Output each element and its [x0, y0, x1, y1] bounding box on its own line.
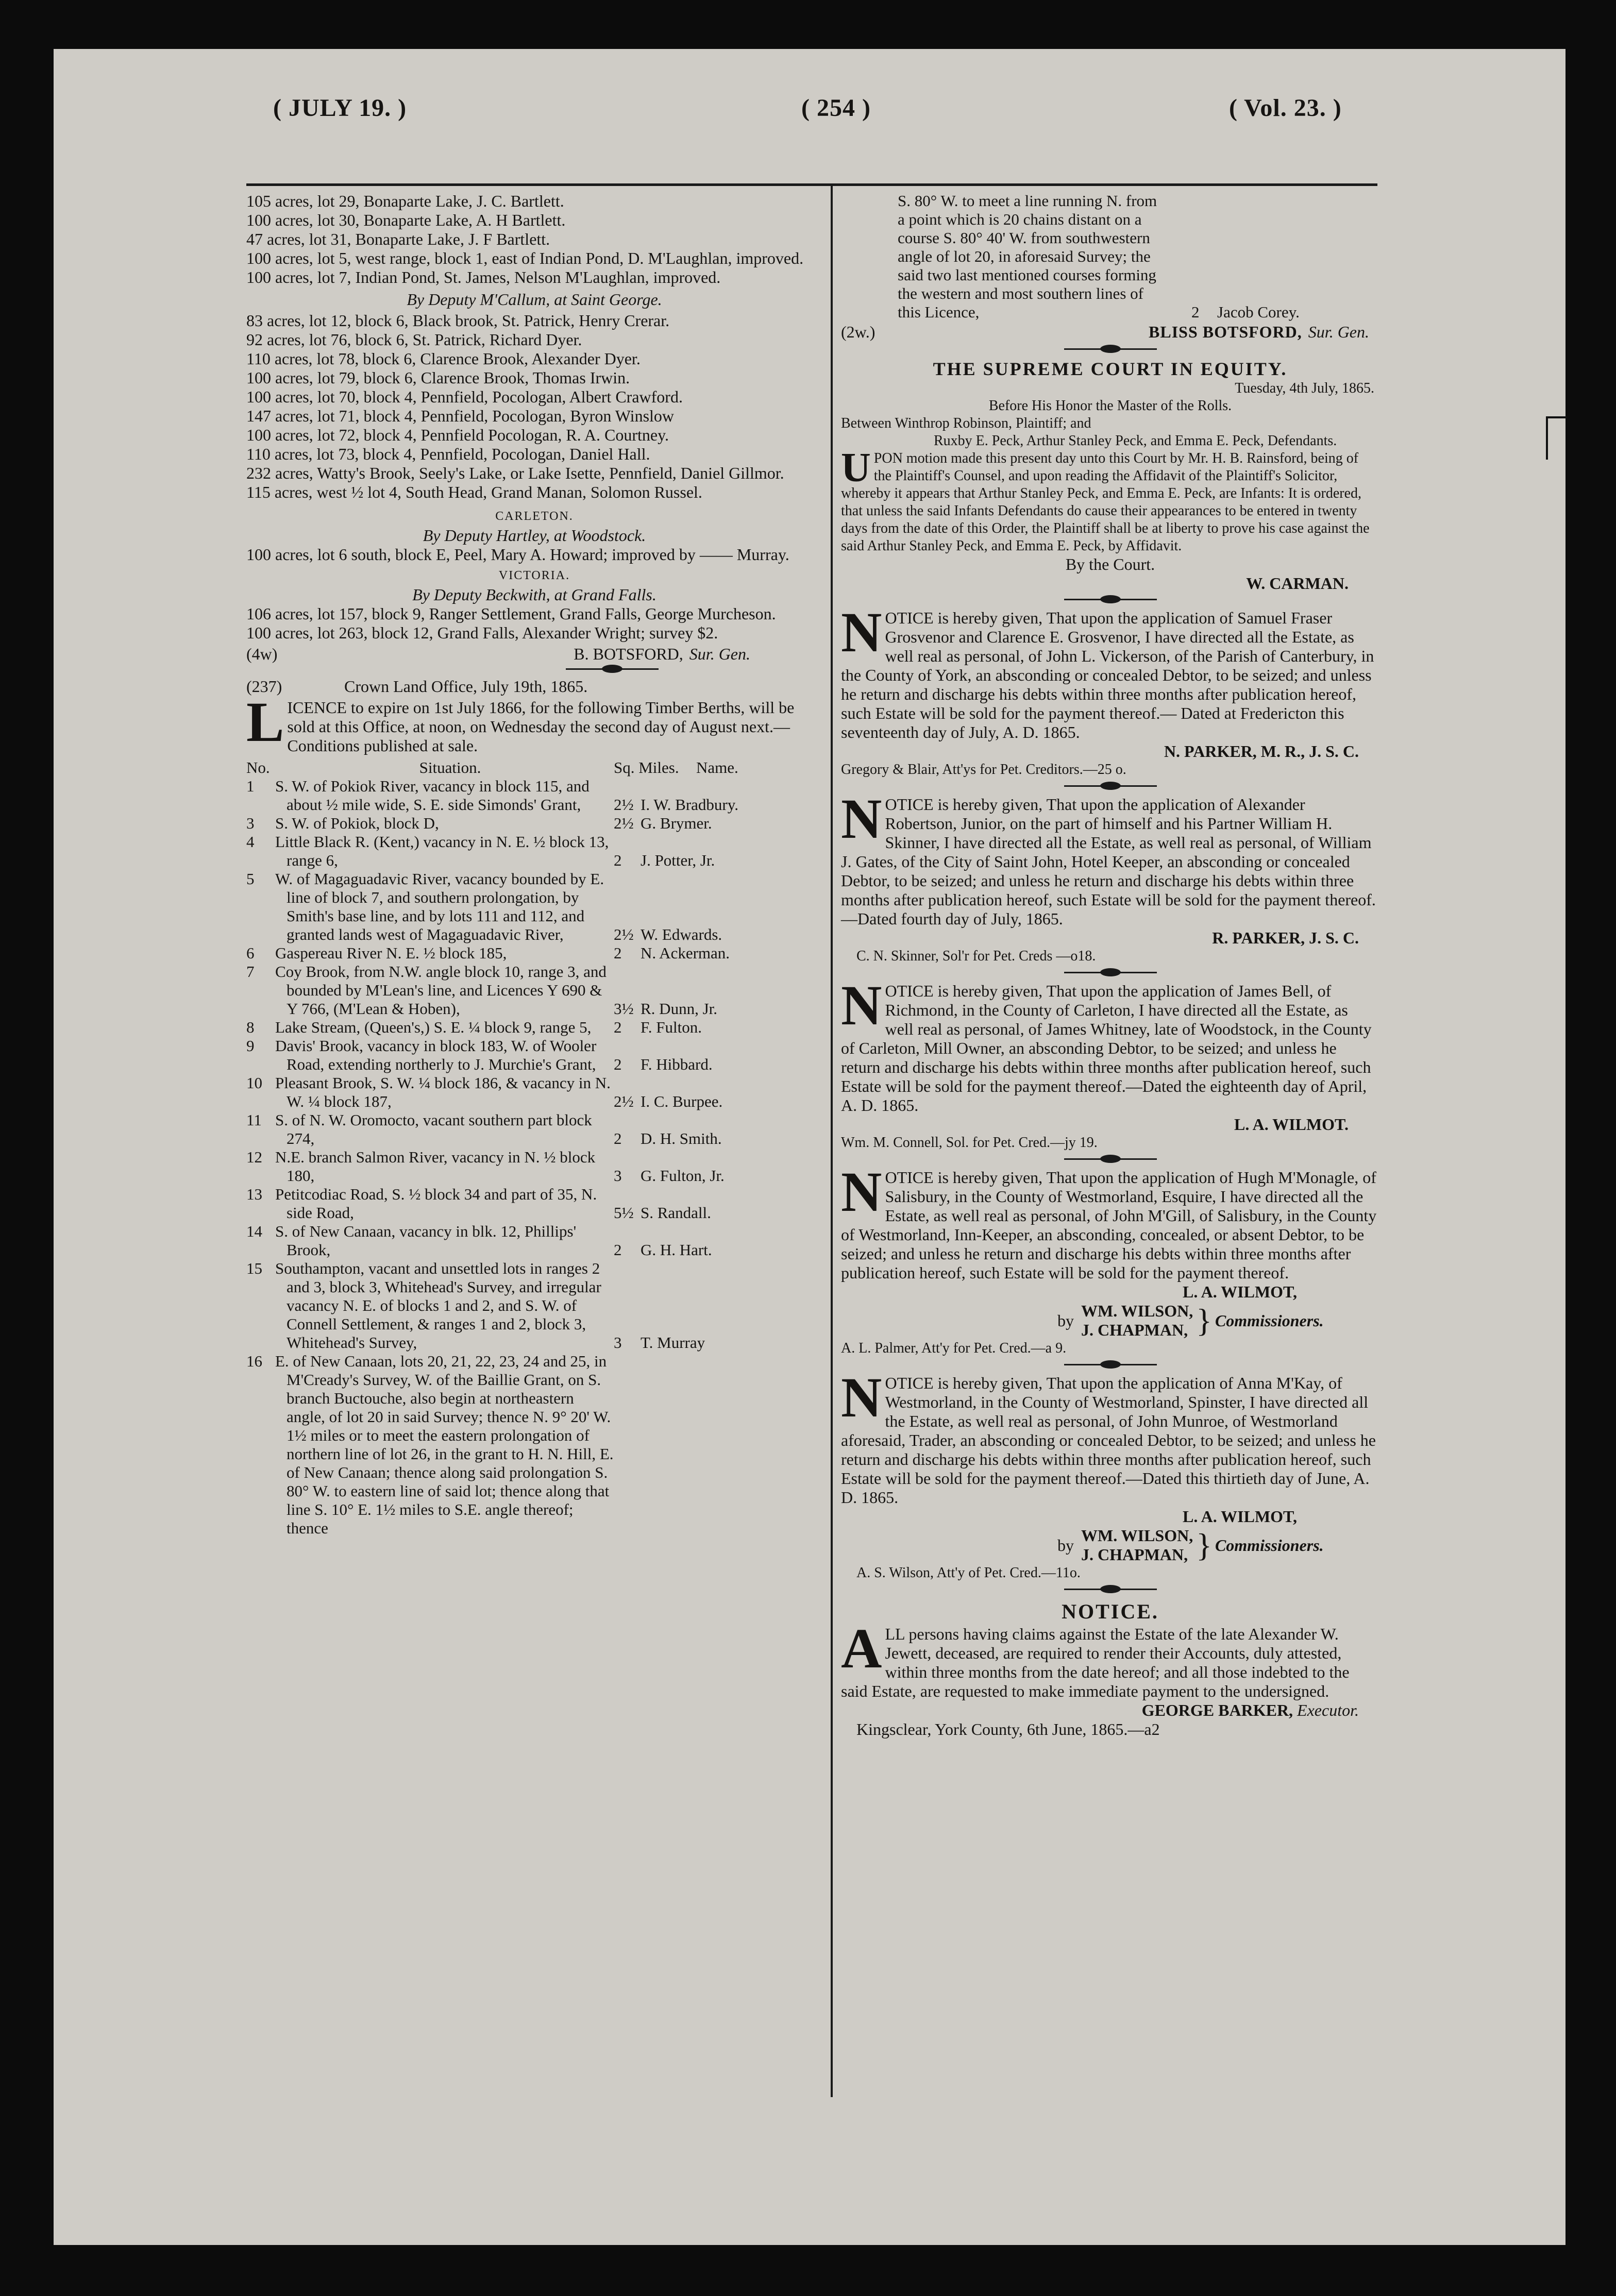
list-item: 115 acres, west ½ lot 4, South Head, Grand Manan, Solomon Russel.: [246, 483, 702, 501]
list-item: 100 acres, lot 7, Indian Pond, St. James, Nelson M'Laughlan, improved.: [246, 268, 721, 286]
attorney-line: A. L. Palmer, Att'y for Pet. Cred.—a 9.: [841, 1340, 1067, 1356]
notice-number: (237): [246, 677, 282, 696]
berth-sq-miles: 2: [614, 1129, 622, 1147]
drop-cap: L: [246, 690, 284, 753]
berth-name: F. Fulton.: [641, 1018, 702, 1036]
table-row: [246, 944, 822, 963]
berth-number: 14: [246, 1222, 262, 1240]
drop-cap: A: [841, 1617, 882, 1680]
ornament-rule: [468, 664, 756, 674]
berth-sq-miles: 5½: [614, 1204, 634, 1222]
table-row: [246, 777, 822, 814]
table-row: [246, 1148, 822, 1185]
list-item: 100 acres, lot 263, block 12, Grand Falls, Alexander Wright; survey $2.: [246, 623, 718, 642]
berth-name: N. Ackerman.: [641, 944, 730, 962]
table-row: [246, 870, 822, 944]
notice-body: OTICE is hereby given, That upon the application of Anna M'Kay, of Westmorland, in the County of Westmorland, Spinster, I have directed all the Estate, as well real as personal, of John Munroe, of Westmorland aforesaid, Trader, an absconding or concealed Debtor, to be seized; and unless he return and discharge his debts within three months after publication hereof, such Estate will be sold for the payment thereof.—Dated this thirtieth day of June, A. D. 1865.: [841, 1374, 1376, 1507]
berth-name: W. Edwards.: [641, 925, 722, 943]
signature-title: Sur. Gen.: [1308, 323, 1369, 341]
berth-name: S. Randall.: [641, 1204, 711, 1222]
commissioner-names: [1081, 1302, 1193, 1340]
section-heading: THE SUPREME COURT IN EQUITY.: [933, 359, 1288, 379]
berth-number: 8: [246, 1018, 255, 1036]
berth-number: 10: [246, 1074, 262, 1092]
berth-sq-miles: 2: [614, 944, 622, 962]
table-row: [246, 1037, 822, 1074]
margin-mark: [1546, 416, 1567, 460]
berth-sq-miles: 2½: [614, 1092, 634, 1110]
attorney-line: Wm. M. Connell, Sol. for Pet. Cred.—jy 19.: [841, 1135, 1098, 1151]
notice-body: OTICE is hereby given, That upon the application of Samuel Fraser Grosvenor and Clarence E. Grosvenor, I have directed all the Estate, as well real as personal, of John L. Vickerson, of the Parish of Canterbury, in the County of York, an absconding or concealed Debtor, to be seized; and unless he return and discharge his debts within three months after publication hereof, such Estate will be sold for the payment thereof.— Dated at Fredericton this seventeenth day of July, A. D. 1865.: [841, 609, 1374, 741]
commissioners-block: [841, 1526, 1379, 1564]
signature-line: [841, 323, 1379, 342]
berth-situation: Petitcodiac Road, S. ½ block 34 and part of 35, N. side Road,: [275, 1185, 597, 1222]
berth-number: 15: [246, 1259, 262, 1277]
equity-order: [841, 445, 1379, 555]
berth-number: 1: [246, 777, 255, 795]
berth-situation: Davis' Brook, vacancy in block 183, W. of Wooler Road, extending northerly to J. Murchie's Grant,: [275, 1037, 597, 1073]
list-item: 110 acres, lot 78, block 6, Clarence Brook, Alexander Dyer.: [246, 349, 641, 368]
table-row: [246, 1185, 822, 1222]
berth-number: 4: [246, 833, 255, 851]
berth-sq-miles: [614, 1352, 641, 1538]
berth-situation: W. of Magaguadavic River, vacancy bounded by E. line of block 7, and southern prolongation, by Smith's base line, and by lots 111 and 112, and granted lands west of Magaguadavic River,: [275, 870, 604, 943]
berth-situation: Little Black R. (Kent,) vacancy in N. E. ½ block 13, range 6,: [275, 833, 609, 869]
berth-number: 5: [246, 870, 255, 888]
column-header: Name.: [696, 758, 738, 776]
by-label: by: [1057, 1535, 1074, 1555]
header-rule: [246, 183, 1377, 186]
list-item: 100 acres, lot 70, block 4, Pennfield, Pocologan, Albert Crawford.: [246, 387, 683, 406]
berth-name: T. Murray: [641, 1333, 705, 1352]
berth-situation: S. of New Canaan, vacancy in blk. 12, Phillips' Brook,: [275, 1222, 577, 1259]
insertion-count: (4w): [246, 645, 278, 663]
notice-body: PON motion made this present day unto this Court by Mr. H. B. Rainsford, being of the Plaintiff's Counsel, and upon reading the Affidavit of the Plaintiff's Solicitor, whereby it appears that Arthur Stanley Peck, and Emma E. Peck, are Infants: It is ordered, that unless the said Infants Defendants do cause their appearances to be entered in twenty days from the date of this Order, the Plaintiff shall be at liberty to prove his case against the said Arthur Stanley Peck, and Emma E. Peck, by Affidavit.: [841, 450, 1370, 554]
berth-table: [246, 777, 822, 1538]
ornament-rule: [841, 594, 1379, 604]
list-item: 100 acres, lot 5, west range, block 1, east of Indian Pond, D. M'Laughlan, improved.: [246, 249, 804, 267]
berth-situation: E. of New Canaan, lots 20, 21, 22, 23, 24 and 25, in M'Cready's Survey, W. of the Baillie Grant, on S. branch Buctouche, also begin at northeastern angle, of lot 20 in said Survey; thence N. 9° 20' W. 1½ miles or to meet the eastern prolongation of northern line of lot 26, in the grant to H. N. Hill, E. of New Canaan; thence along said prolongation S. 80° W. to eastern line of said lot; thence along that line S. 10° E. 1½ miles to S.E. angle thereof; thence: [275, 1352, 614, 1537]
berth-name: I. C. Burpee.: [641, 1092, 723, 1110]
berth-number: 6: [246, 944, 255, 962]
signature-line: [246, 645, 822, 664]
equity-before: Before His Honor the Master of the Rolls.: [988, 398, 1232, 414]
commissioners-label: Commissioners.: [1215, 1311, 1324, 1330]
berth-situation: S. of N. W. Oromocto, vacant southern part block 274,: [275, 1111, 592, 1147]
attorney-line: A. S. Wilson, Att'y of Pet. Cred.—11o.: [856, 1565, 1081, 1581]
commissioners-label: Commissioners.: [1215, 1535, 1324, 1555]
berth-sq-miles: 2½: [614, 814, 634, 832]
signature-line: [841, 1701, 1359, 1720]
berth-situation: Coy Brook, from N.W. angle block 10, range 3, and bounded by M'Lean's line, and Licences Y 690 & Y 766, (M'Lean & Hoben),: [275, 963, 607, 1018]
drop-cap: U: [841, 445, 871, 491]
equity-parties: Between Winthrop Robinson, Plaintiff; and: [841, 415, 1091, 431]
notice-body: ICENCE to expire on 1st July 1866, for the following Timber Berths, will be sold at this Office, at noon, on Wednesday the second day of August next.—Conditions published at sale.: [287, 698, 795, 755]
notice-body: OTICE is hereby given, That upon the application of James Bell, of Richmond, in the County of Carleton, I have directed all the Estate, as well real as personal, of James Whitney, late of Woodstock, in the County of Carleton, Mill Owner, an absconding Debtor, to be seized; and unless he return and discharge his debts within three months after publication hereof, such Estate will be sold for the payment thereof.—Dated the eighteenth day of April, A. D. 1865.: [841, 982, 1372, 1115]
ornament-rule: [841, 1584, 1379, 1594]
signature: W. CARMAN.: [1246, 574, 1349, 593]
berth-situation: S. W. of Pokiok, block D,: [275, 814, 439, 832]
list-item: 100 acres, lot 72, block 4, Pennfield Pocologan, R. A. Courtney.: [246, 426, 669, 444]
table-row: [898, 192, 1379, 322]
notice-bell: [841, 974, 1379, 1115]
commissioner-name: J. CHAPMAN,: [1081, 1321, 1188, 1339]
place-dateline: Kingsclear, York County, 6th June, 1865.—a2: [856, 1720, 1160, 1738]
table-row: [246, 833, 822, 870]
berth-name: R. Dunn, Jr.: [641, 1000, 717, 1018]
berth-name: G. Fulton, Jr.: [641, 1167, 725, 1185]
list-item: 232 acres, Watty's Brook, Seely's Lake, or Lake Isette, Pennfield, Daniel Gillmor.: [246, 464, 784, 482]
left-column: [246, 192, 822, 1538]
berth-number: 3: [246, 814, 255, 832]
notice-grosvenor: [841, 601, 1379, 742]
column-header: No.: [246, 758, 270, 776]
table-row: [246, 1259, 822, 1352]
notice-mmonagle: [841, 1160, 1379, 1282]
berth-number: 16: [246, 1352, 262, 1370]
signature: L. A. WILMOT,: [1183, 1507, 1297, 1526]
berth-number: 12: [246, 1148, 262, 1166]
commissioners-block: [841, 1302, 1379, 1340]
commissioner-name: J. CHAPMAN,: [1081, 1545, 1188, 1564]
signature: L. A. WILMOT.: [1234, 1115, 1349, 1134]
list-item: 47 acres, lot 31, Bonaparte Lake, J. F Bartlett.: [246, 230, 550, 248]
column-divider: [831, 185, 833, 2097]
table-row: [246, 1222, 822, 1259]
dateline: [246, 677, 822, 696]
list-item: 92 acres, lot 76, block 6, St. Patrick, Richard Dyer.: [246, 330, 582, 349]
berth-number: 13: [246, 1185, 262, 1203]
berth-sq-miles: 2: [614, 851, 622, 869]
notice-jewett: [841, 1617, 1379, 1701]
notice-robertson: [841, 787, 1379, 928]
deputy-heading: By Deputy Hartley, at Woodstock.: [423, 526, 646, 545]
column-header: Sq. Miles.: [614, 758, 679, 776]
table-row: [246, 1352, 822, 1538]
equity-date: Tuesday, 4th July, 1865.: [1235, 380, 1374, 396]
list-item: 147 acres, lot 71, block 4, Pennfield, Pocologan, Byron Winslow: [246, 407, 675, 425]
berth-number: 11: [246, 1111, 262, 1129]
header-date: ( JULY 19. ): [273, 94, 407, 122]
deputy-heading: By Deputy M'Callum, at Saint George.: [407, 290, 662, 309]
signature: BLISS BOTSFORD,: [1149, 323, 1302, 341]
licence-notice: [246, 690, 822, 755]
list-item: 105 acres, lot 29, Bonaparte Lake, J. C. Bartlett.: [246, 192, 564, 210]
berth-name: D. H. Smith.: [641, 1129, 722, 1147]
office-dateline: Crown Land Office, July 19th, 1865.: [344, 677, 588, 696]
table-row: [246, 963, 822, 1018]
berth-situation: S. 80° W. to meet a line running N. from a point which is 20 chains distant on a course S. 80° 40' W. from southwestern angle of lot 20, in aforesaid Survey; the said two last mentioned courses forming the western and most southern lines of this Licence,: [898, 192, 1157, 321]
notice-body: OTICE is hereby given, That upon the application of Alexander Robertson, Junior, on the part of himself and his Partner William H. Skinner, I have directed all the Estate, as well real as personal, of William J. Gates, of the City of Saint John, Hotel Keeper, an absconding or concealed Debtor, to be seized; and unless he return and discharge his debts within three months after publication hereof, such Estate will be sold for the payment thereof. —Dated fourth day of July, 1865.: [841, 795, 1376, 928]
berth-situation: Pleasant Brook, S. W. ¼ block 186, & vacancy in N. W. ¼ block 187,: [275, 1074, 611, 1110]
signature: R. PARKER, J. S. C.: [1212, 928, 1359, 947]
signature-title: Executor.: [1297, 1701, 1359, 1719]
berth-name: G. Brymer.: [641, 814, 712, 832]
by-label: by: [1057, 1311, 1074, 1330]
insertion-count: (2w.): [841, 323, 876, 341]
berth-situation: Gaspereau River N. E. ½ block 185,: [275, 944, 507, 962]
attorney-line: Gregory & Blair, Att'ys for Pet. Creditors.—25 o.: [841, 762, 1126, 778]
table-header: [246, 758, 822, 777]
berth-sq-miles: 2½: [614, 796, 634, 814]
table-row: [246, 1111, 822, 1148]
berth-number: 7: [246, 963, 255, 981]
commissioner-names: [1081, 1526, 1193, 1564]
ornament-rule: [841, 1154, 1379, 1164]
berth-situation: N.E. branch Salmon River, vacancy in N. ½ block 180,: [275, 1148, 596, 1185]
drop-cap: N: [841, 1366, 882, 1429]
attorney-line: C. N. Skinner, Sol'r for Pet. Creds —o18.: [856, 948, 1096, 964]
ornament-rule: [841, 781, 1379, 791]
list-item: 83 acres, lot 12, block 6, Black brook, St. Patrick, Henry Crerar.: [246, 311, 670, 330]
ornament-rule: [841, 344, 1379, 354]
ornament-rule: [841, 1359, 1379, 1370]
berth-situation: Southampton, vacant and unsettled lots in ranges 2 and 3, block 3, Whitehead's Survey, and irregular vacancy N. E. of blocks 1 and 2, and S. W. of Connell Settlement, & ranges 1 and 2, block 3, Whitehead's Survey,: [275, 1259, 601, 1352]
signature: B. BOTSFORD,: [574, 645, 683, 663]
drop-cap: N: [841, 1160, 882, 1223]
berth-name: F. Hibbard.: [641, 1055, 713, 1073]
berth-number: 9: [246, 1037, 255, 1055]
berth-sq-miles: 2: [614, 1055, 622, 1073]
berth-name: G. H. Hart.: [641, 1241, 712, 1259]
berth-situation: S. W. of Pokiok River, vacancy in block 115, and about ½ mile wide, S. E. side Simonds' Grant,: [275, 777, 590, 814]
column-header: Situation.: [419, 758, 481, 776]
county-heading: CARLETON.: [495, 510, 574, 523]
berth-name: [641, 1352, 822, 1538]
berth-name: I. W. Bradbury.: [641, 796, 738, 814]
notice-body: OTICE is hereby given, That upon the application of Hugh M'Monagle, of Salisbury, in the County of Westmorland, Esquire, I have directed all the Estate, as well real as personal, of John M'Gill, of Salisbury, in the County of Westmorland, Inn-Keeper, an absconding, concealed, or absent Debtor, to be seized; and unless he return and discharge his debts within three months after publication hereof, such Estate will be sold for the payment thereof.: [841, 1168, 1377, 1282]
berth-sq-miles: 2: [614, 1018, 622, 1036]
brace-glyph: }: [1196, 1302, 1212, 1339]
right-column: [841, 192, 1379, 1739]
berth-situation: Lake Stream, (Queen's,) S. E. ¼ block 9, range 5,: [275, 1018, 592, 1036]
commissioner-name: WM. WILSON,: [1081, 1302, 1193, 1320]
table-row: [246, 1074, 822, 1111]
list-item: 106 acres, lot 157, block 9, Ranger Settlement, Grand Falls, George Murcheson.: [246, 604, 776, 623]
berth-sq-miles: 2: [614, 1241, 622, 1259]
header-volume: ( Vol. 23. ): [1229, 94, 1342, 122]
signature: GEORGE BARKER,: [1141, 1701, 1293, 1719]
brace-glyph: }: [1196, 1527, 1212, 1563]
equity-defendants: Ruxby E. Peck, Arthur Stanley Peck, and Emma E. Peck, Defendants.: [934, 433, 1337, 449]
table-row: [246, 1018, 822, 1037]
signature: L. A. WILMOT,: [1183, 1282, 1297, 1301]
berth-sq-miles: 2: [1191, 303, 1200, 321]
section-heading: NOTICE.: [1062, 1600, 1159, 1623]
ornament-rule: [841, 967, 1379, 977]
signature: N. PARKER, M. R., J. S. C.: [1164, 742, 1359, 761]
commissioner-name: WM. WILSON,: [1081, 1526, 1193, 1545]
berth-sq-miles: 3: [614, 1333, 622, 1352]
deputy-heading: By Deputy Beckwith, at Grand Falls.: [412, 585, 656, 604]
signature-title: Sur. Gen.: [689, 645, 750, 663]
notice-mkay: [841, 1366, 1379, 1507]
berth-name: Jacob Corey.: [1217, 303, 1300, 321]
drop-cap: N: [841, 601, 882, 664]
list-item: 100 acres, lot 6 south, block E, Peel, Mary A. Howard; improved by —— Murray.: [246, 545, 789, 564]
berth-sq-miles: 3½: [614, 1000, 634, 1018]
notice-body: LL persons having claims against the Estate of the late Alexander W. Jewett, deceased, are required to render their Accounts, duly attested, within three months from the date hereof; and all those indebted to the said Estate, are requested to make immediate payment to the undersigned.: [841, 1625, 1350, 1700]
county-heading: VICTORIA.: [498, 569, 570, 582]
list-item: 100 acres, lot 79, block 6, Clarence Brook, Thomas Irwin.: [246, 368, 630, 387]
drop-cap: N: [841, 787, 882, 850]
header-page-number: ( 254 ): [801, 94, 871, 122]
berth-sq-miles: 2½: [614, 925, 634, 943]
table-row: [246, 814, 822, 833]
list-item: 100 acres, lot 30, Bonaparte Lake, A. H Bartlett.: [246, 211, 566, 229]
drop-cap: N: [841, 974, 882, 1037]
list-item: 110 acres, lot 73, block 4, Pennfield, Pocologan, Daniel Hall.: [246, 445, 650, 463]
berth-name: J. Potter, Jr.: [641, 851, 715, 869]
berth-sq-miles: 3: [614, 1167, 622, 1185]
equity-by-court: By the Court.: [1065, 555, 1155, 573]
